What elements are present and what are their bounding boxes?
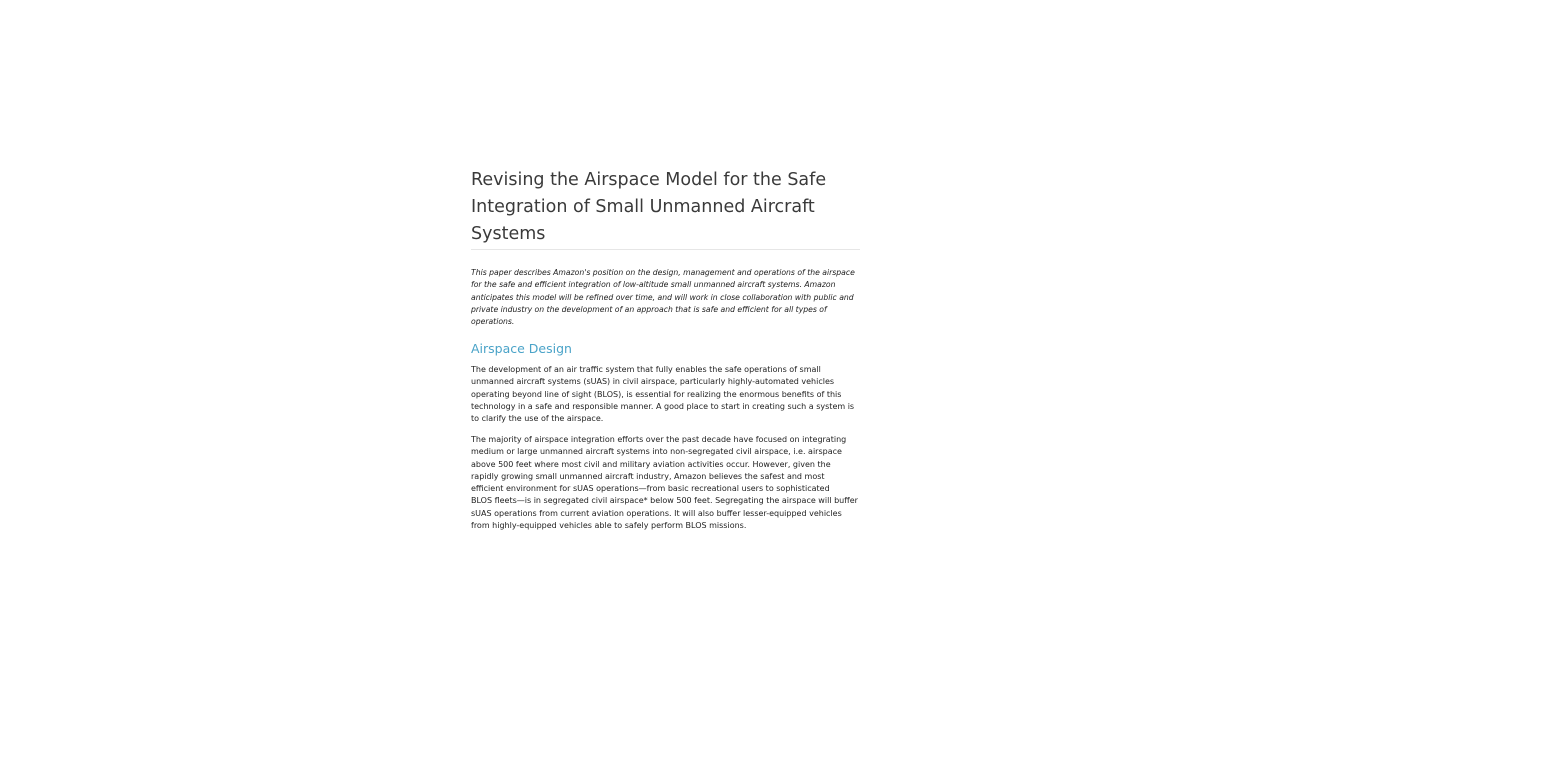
abstract-line: private industry on the development of an approach that is safe and efficient for all types of: [471, 304, 827, 314]
paragraph-1: [471, 364, 854, 425]
paragraph-line: The majority of airspace integration efforts over the past decade have focused on integrating: [471, 435, 847, 444]
paragraph-line: The development of an air traffic system that fully enables the safe operations of small: [471, 365, 821, 374]
title-line: Revising the Airspace Model for the Safe: [471, 170, 827, 190]
paragraph-line: sUAS operations from current aviation operations. It will also buffer lesser-equipped vehicles: [471, 508, 842, 518]
title-line: Systems: [471, 224, 546, 244]
section-heading: Airspace Design: [471, 341, 572, 356]
abstract: [471, 267, 855, 328]
abstract-line: This paper describes Amazon's position on the design, management and operations of the airspace: [471, 268, 855, 277]
paragraph-line: to clarify the use of the airspace.: [471, 414, 604, 423]
paragraph-line: above 500 feet where most civil and military aviation activities occur. However, given the: [471, 459, 831, 469]
paragraph-line: efficient environment for sUAS operations—from basic recreational users to sophisticated: [471, 484, 830, 493]
paragraph-line: unmanned aircraft systems (sUAS) in civil airspace, particularly highly-automated vehicles: [471, 377, 835, 387]
title-line: Integration of Small Unmanned Aircraft: [471, 197, 815, 217]
paragraph-line: technology in a safe and responsible manner. A good place to start in creating such a system is: [471, 401, 855, 411]
paragraph-2: [471, 434, 858, 532]
document-title: [471, 167, 826, 248]
title-divider: [471, 249, 860, 250]
paragraph-line: operating beyond line of sight (BLOS), is essential for realizing the enormous benefits of this: [471, 389, 842, 399]
paragraph-line: BLOS fleets—is in segregated civil airspace* below 500 feet. Segregating the airspace will buffer: [471, 496, 858, 506]
paragraph-line: rapidly growing small unmanned aircraft industry, Amazon believes the safest and most: [471, 471, 825, 481]
abstract-line: anticipates this model will be refined over time, and will work in close collaboration with public and: [471, 292, 854, 302]
paragraph-line: from highly-equipped vehicles able to safely perform BLOS missions.: [471, 520, 747, 530]
paragraph-line: medium or large unmanned aircraft systems into non-segregated civil airspace, i.e. airspace: [471, 447, 842, 457]
abstract-line: operations.: [471, 317, 515, 326]
abstract-line: for the safe and efficient integration of low-altitude small unmanned aircraft systems. Amazon: [471, 280, 836, 290]
